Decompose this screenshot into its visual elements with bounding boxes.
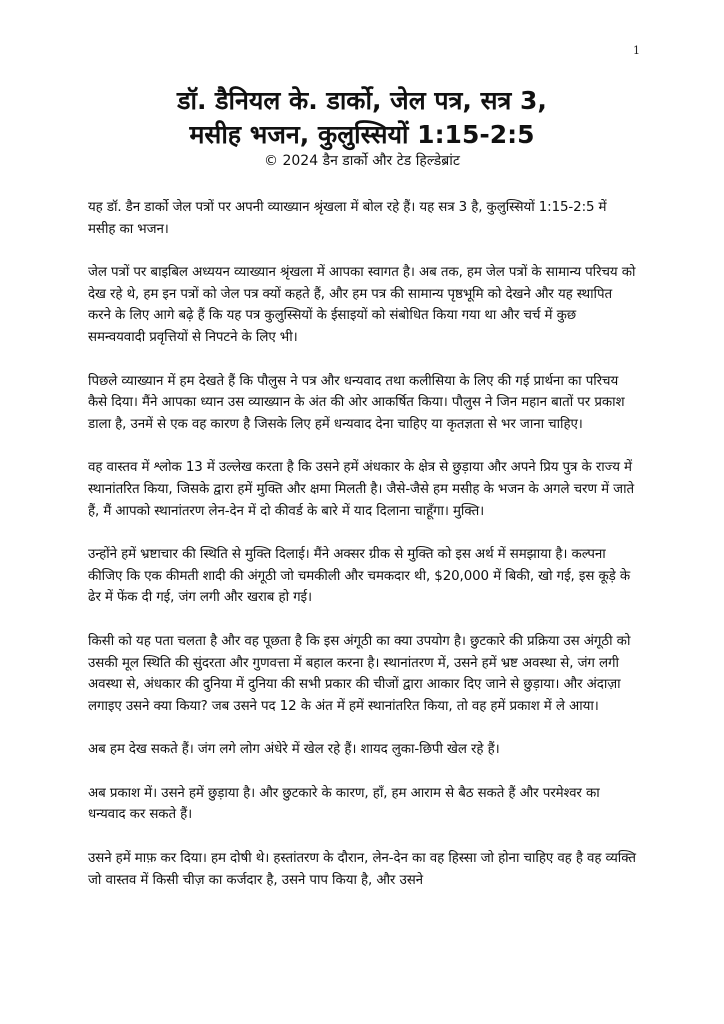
paragraph: किसी को यह पता चलता है और वह पूछता है कि इस अंगूठी का क्या उपयोग है। छुटकारे की प्रक्रिया उस अंगूठी को उसकी मूल स्थिति की सुंदरता और गुणवत्ता में बहाल करना है। स्थानांतरण में, उसने हमें भ्रष्ट अवस्था से, जंग लगी अवस्था से, अंधकार की दुनिया में दुनिया की सभी प्रकार की चीजों द्वारा आकार दिए जाने से छुड़ाया। और अंदाज़ा लगाइए उसने क्या किया? जब उसने पद 12 के अंत में हमें स्थानांतरित किया, तो वह हमें प्रकाश में ले आया। [88,633,631,714]
paragraph: अब हम देख सकते हैं। जंग लगे लोग अंधेरे में खेल रहे हैं। शायद लुका-छिपी खेल रहे हैं। [88,742,500,758]
document-header [60,84,664,170]
paragraph: यह डॉ. डैन डार्को जेल पत्रों पर अपनी व्याख्यान श्रृंखला में बोल रहे हैं। यह सत्र 3 है, कुलुस्सियों 1:15-2:5 में मसीह का भजन। [88,200,607,237]
paragraph: पिछले व्याख्यान में हम देखते हैं कि पौलुस ने पत्र और धन्यवाद तथा कलीसिया के लिए की गई प्रार्थना का परिचय कैसे दिया। मैंने आपका ध्यान उस व्याख्यान के अंत की ओर आकर्षित किया। पौलुस ने जिन महान बातों पर प्रकाश डाला है, उनमें से एक वह कारण है जिसके लिए हमें धन्यवाद देना चाहिए या कृतज्ञता से भर जाना चाहिए। [88,373,625,432]
paragraph: अब प्रकाश में। उसने हमें छुड़ाया है। और छुटकारे के कारण, हाँ, हम आराम से बैठ सकते हैं और परमेश्वर का धन्यवाद कर सकते हैं। [88,785,600,823]
paragraph: वह वास्तव में श्लोक 13 में उल्लेख करता है कि उसने हमें अंधकार के क्षेत्र से छुड़ाया और अपने प्रिय पुत्र के राज्य में स्थानांतरित किया, जिसके द्वारा हमें मुक्ति और क्षमा मिलती है। जैसे-जैसे हम मसीह के भजन के अगले चरण में जाते हैं, मैं आपको स्थानांतरण लेन-देन में दो कीवर्ड के बारे में याद दिलाना चाहूँगा। मुक्ति। [88,460,635,519]
copyright-line: © 2024 डैन डार्को और टेड हिल्डेब्रांट [264,153,460,169]
title-line-2: मसीह भजन, कुलुस्सियों 1:15-2:5 [189,120,535,149]
document-body [88,197,636,913]
title-line-1: डॉ. डैनियल के. डार्को, जेल पत्र, सत्र 3, [177,86,547,115]
page-number: 1 [633,44,640,57]
paragraph: उन्होंने हमें भ्रष्टाचार की स्थिति से मुक्ति दिलाई। मैंने अक्सर ग्रीक से मुक्ति को इस अर्थ में समझाया है। कल्पना कीजिए कि एक कीमती शादी की अंगूठी जो चमकीली और चमकदार थी, $20,000 में बिकी, खो गई, इस कूड़े के ढेर में फेंक दी गई, जंग लगी और खराब हो गई। [88,547,631,606]
paragraph: उसने हमें माफ़ कर दिया। हम दोषी थे। हस्तांतरण के दौरान, लेन-देन का वह हिस्सा जो होना चाहिए वह है वह व्यक्ति जो वास्तव में किसी चीज़ का कर्जदार है, उसने पाप किया है, और उसने [88,851,636,888]
paragraph: जेल पत्रों पर बाइबिल अध्ययन व्याख्यान श्रृंखला में आपका स्वागत है। अब तक, हम जेल पत्रों के सामान्य परिचय को देख रहे थे, हम इन पत्रों को जेल पत्र क्यों कहते हैं, और हम पत्र की सामान्य पृष्ठभूमि को देखने और यह स्थापित करने के लिए आगे बढ़े हैं कि यह पत्र कुलुस्सियों के ईसाइयों को संबोधित किया गया था और चर्च में कुछ समन्वयवादी प्रवृत्तियों से निपटने के लिए भी। [88,265,636,345]
document-title [60,84,664,152]
